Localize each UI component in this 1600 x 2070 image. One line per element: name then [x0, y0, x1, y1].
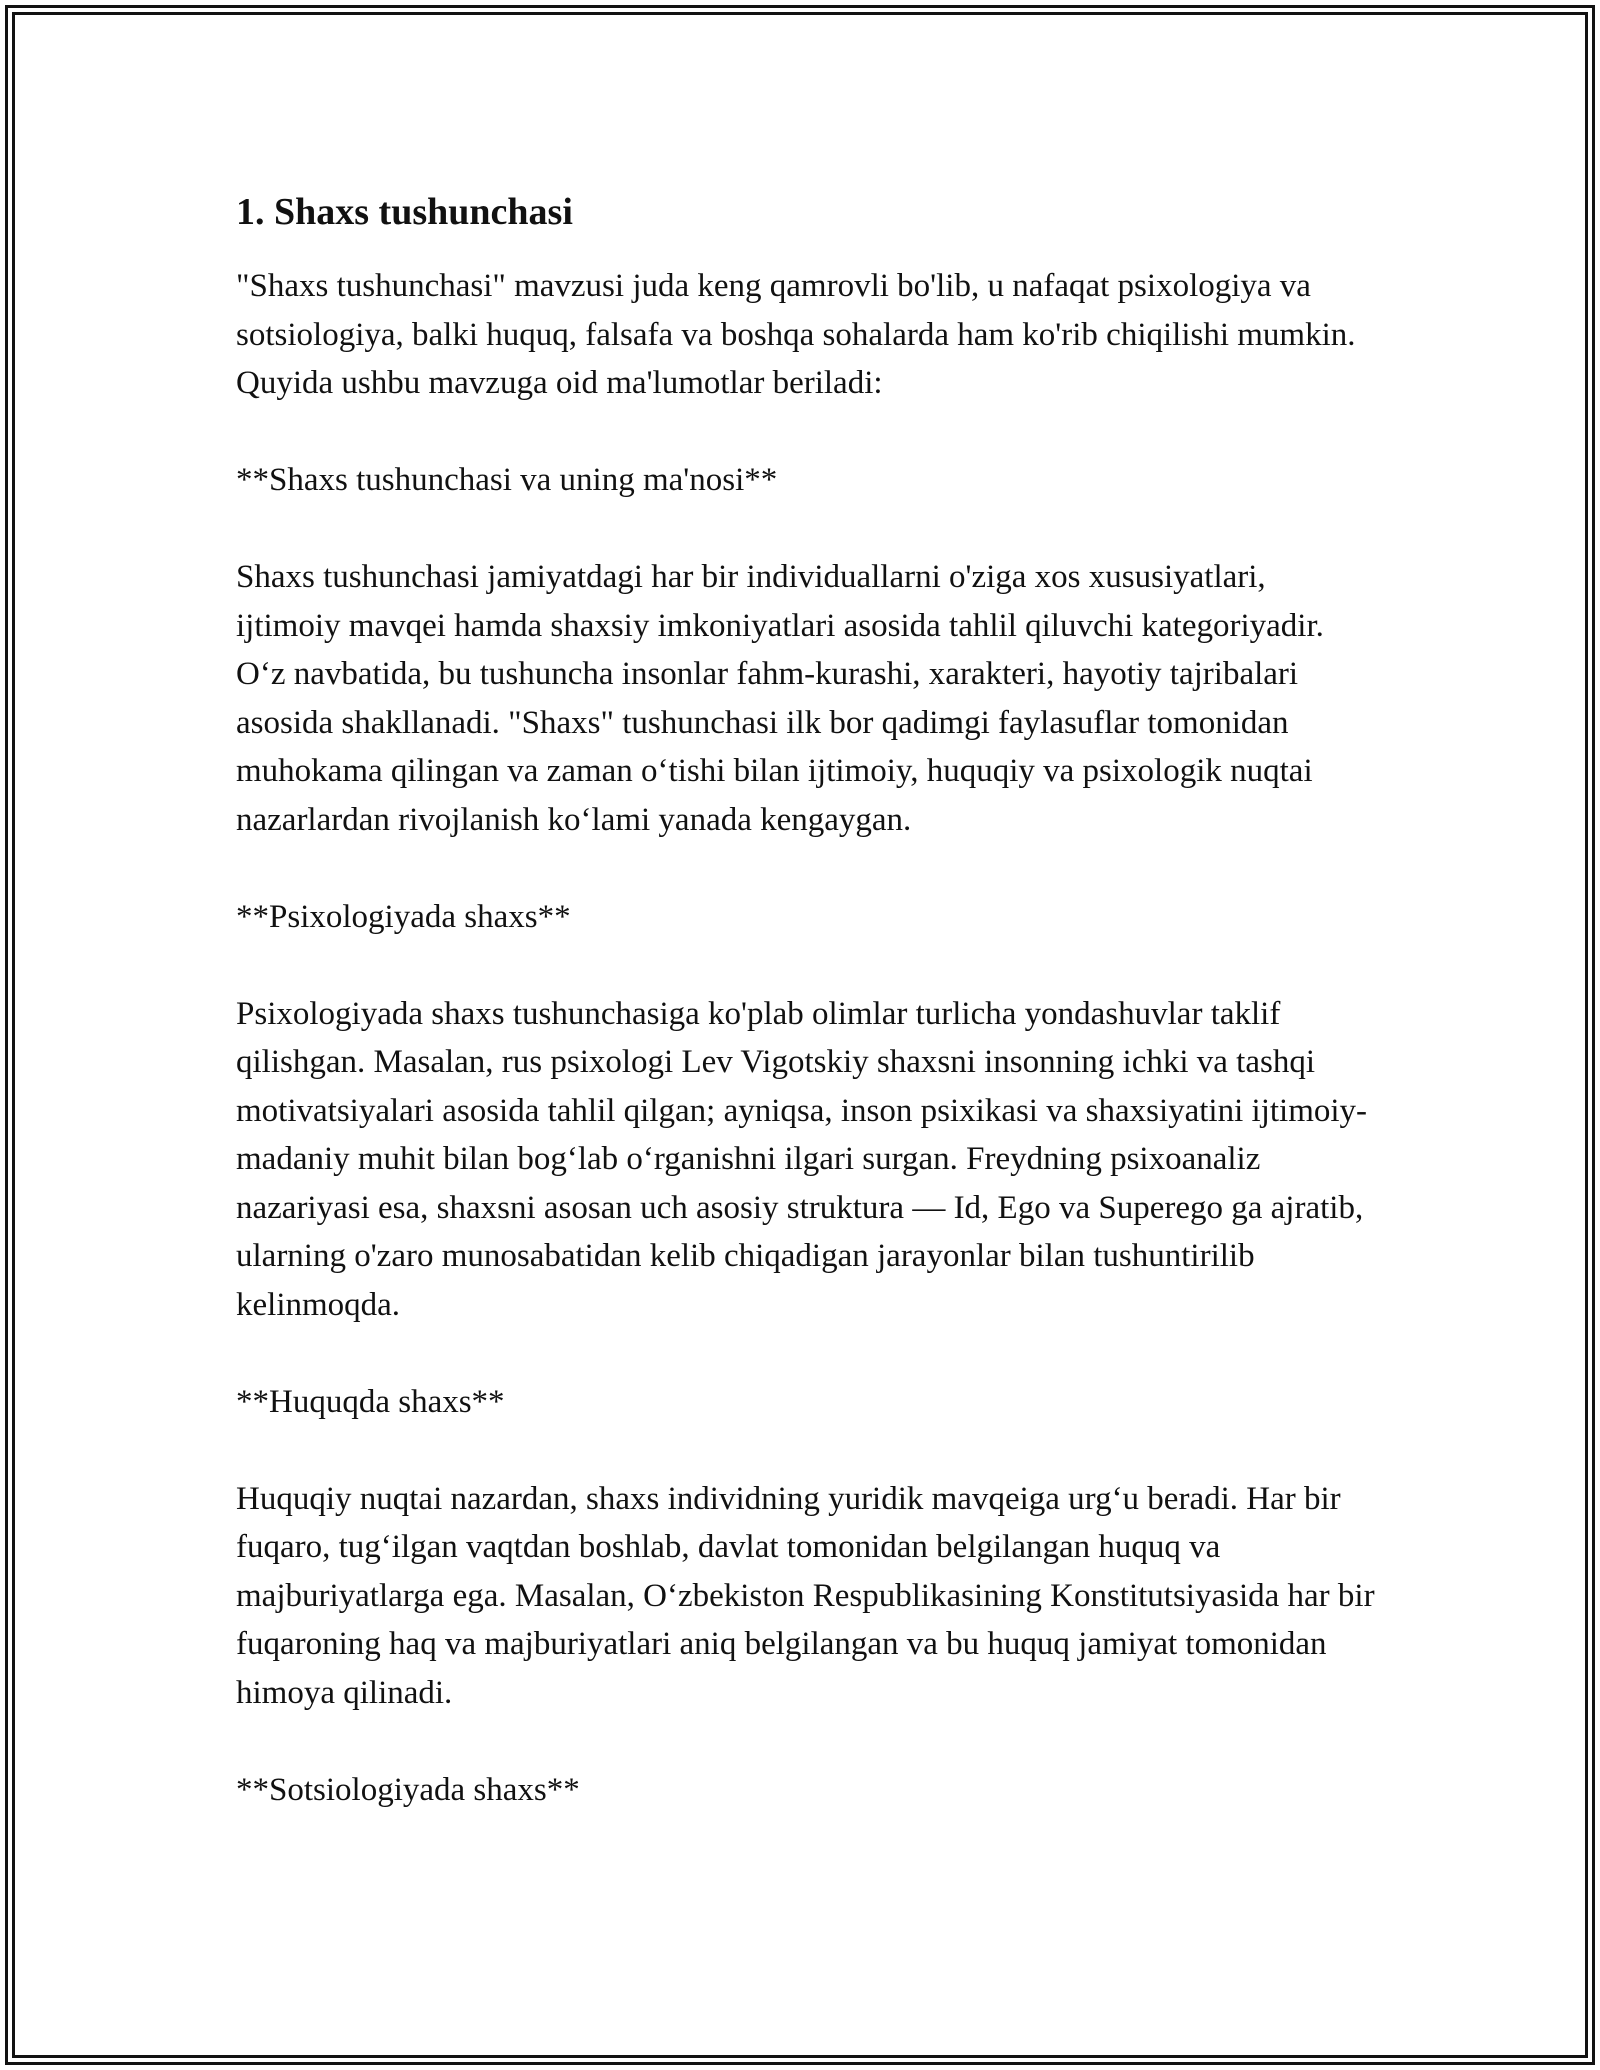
- subheading-sociology: **Sotsiologiyada shaxs**: [236, 1771, 580, 1808]
- section-heading: 1. Shaxs tushunchasi: [236, 191, 573, 233]
- psychology-paragraph: Psixologiyada shaxs tushunchasiga ko'plab olimlar turlicha yondashuvlar taklif qilishgan. Masalan, rus psixologi Lev Vigotskiy shaxsni insonning ichki va tashqi motivatsiyalari asosida tahlil qilgan; ayniqsa, inson psixikasi va shaxsiyatini ijtimoiy-madaniy muhit bilan bog‘lab o‘rganishni ilgari surgan. Freydning psixoanaliz nazariyasi esa, shaxsni asosan uch asosiy struktura — Id, Ego va Superego ga ajratib, ularning o'zaro munosabatidan kelib chiqadigan jarayonlar bilan tushuntirilib kelinmoqda.: [236, 995, 1368, 1323]
- subheading-psychology: **Psixologiyada shaxs**: [236, 898, 571, 935]
- subheading-meaning: **Shaxs tushunchasi va uning ma'nosi**: [236, 462, 778, 498]
- law-paragraph: Huquqiy nuqtai nazardan, shaxs individning yuridik mavqeiga urg‘u beradi. Har bir fuqaro, tug‘ilgan vaqtdan boshlab, davlat tomonidan belgilangan huquq va majburiyatlarga ega. Masalan, O‘zbekiston Respublikasining Konstitutsiyasida har bir fuqaroning haq va majburiyatlari aniq belgilangan va bu huquq jamiyat tomonidan himoya qilinadi.: [236, 1480, 1375, 1711]
- document-body: [236, 186, 1376, 1863]
- meaning-paragraph: Shaxs tushunchasi jamiyatdagi har bir individuallarni o'ziga xos xususiyatlari, ijtimoiy mavqei hamda shaxsiy imkoniyatlari asosida tahlil qiluvchi kategoriyadir. O‘z navbatida, bu tushuncha insonlar fahm-kurashi, xarakteri, hayotiy tajribalari asosida shakllanadi. "Shaxs" tushunchasi ilk bor qadimgi faylasuflar tomonidan muhokama qilingan va zaman o‘tishi bilan ijtimoiy, huquqiy va psixologik nuqtai nazarlardan rivojlanish ko‘lami yanada kengaygan.: [236, 559, 1324, 838]
- intro-paragraph: "Shaxs tushunchasi" mavzusi juda keng qamrovli bo'lib, u nafaqat psixologiya va sotsiologiya, balki huquq, falsafa va boshqa sohalarda ham ko'rib chiqilishi mumkin. Quyida ushbu mavzuga oid ma'lumotlar beriladi:: [236, 268, 1356, 401]
- subheading-law: **Huquqda shaxs**: [236, 1383, 505, 1420]
